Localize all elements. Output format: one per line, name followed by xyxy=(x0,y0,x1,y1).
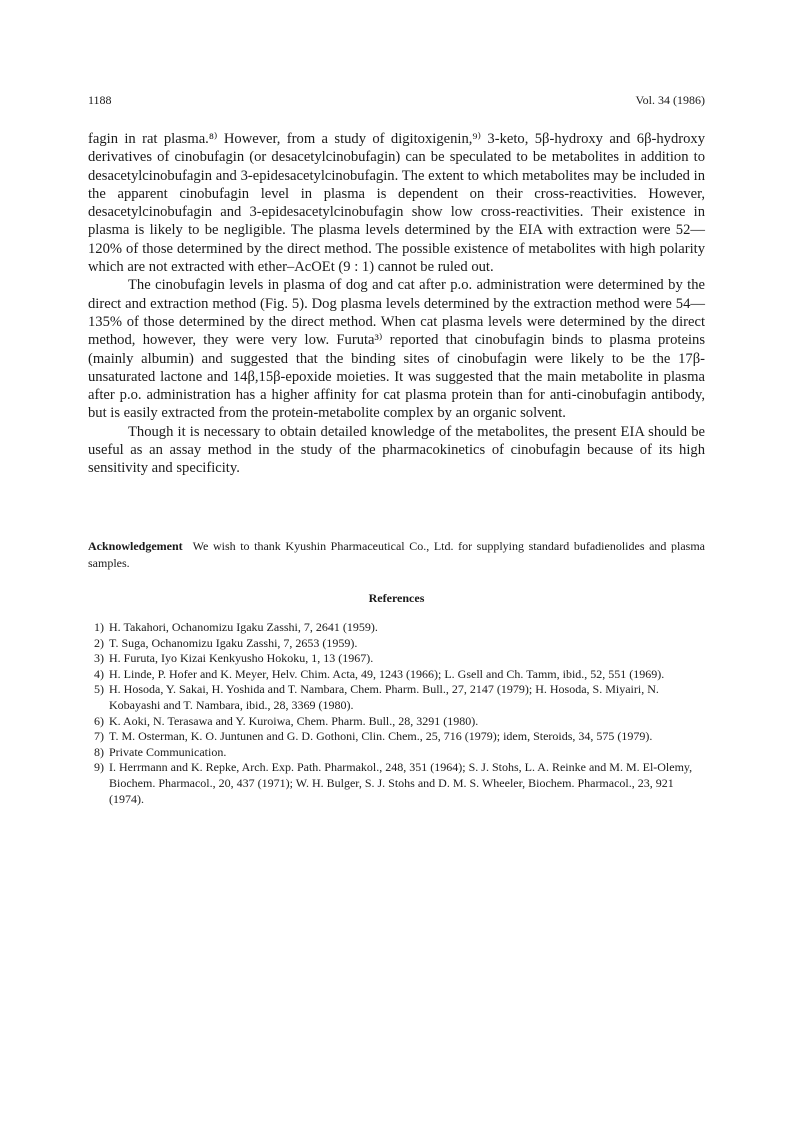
reference-item xyxy=(88,667,705,683)
reference-text: H. Furuta, Iyo Kizai Kenkyusho Hokoku, 1, 13 (1967). xyxy=(109,651,374,666)
reference-item xyxy=(88,745,705,761)
reference-item xyxy=(88,620,705,636)
reference-number: 2) xyxy=(94,635,104,650)
volume-label: Vol. 34 (1986) xyxy=(635,93,705,107)
reference-text: I. Herrmann and K. Repke, Arch. Exp. Path. Pharmakol., 248, 351 (1964); S. J. Stohs, L. A. Reinke and M. M. El-Olemy, Biochem. Pharmacol., 20, 437 (1971); W. H. Bulger, S. J. Stohs and D. M. S. Wheeler, Biochem. Pharmacol., 23, 921 (1974). xyxy=(109,760,693,806)
reference-item xyxy=(88,714,705,730)
reference-number: 8) xyxy=(94,744,104,759)
paragraph: Though it is necessary to obtain detailed knowledge of the metabolites, the present EIA should be useful as an assay method in the study of the pharmacokinetics of cinobufagin because of its high sensitivity and specificity. xyxy=(88,423,705,477)
paragraph: The cinobufagin levels in plasma of dog and cat after p.o. administration were determined by the direct and extraction method (Fig. 5). Dog plasma levels determined by the extraction method were 54—135% of those determined by the direct method. When cat plasma levels were determined by the direct method, however, they were very low. Furuta³⁾ reported that cinobufagin binds to plasma proteins (mainly albumin) and suggested that the binding sites of cinobufagin were likely to be the 17β-unsaturated lactone and 14β,15β-epoxide moieties. It was suggested that the main metabolite in plasma after p.o. administration has a higher affinity for cat plasma protein than for anti-cinobufagin antibody, but is easily extracted from the protein-metabolite complex by an organic solvent. xyxy=(88,277,705,422)
references-title: References xyxy=(368,591,425,605)
reference-number: 4) xyxy=(94,666,104,681)
reference-number: 7) xyxy=(94,729,104,744)
reference-text: H. Hosoda, Y. Sakai, H. Yoshida and T. Nambara, Chem. Pharm. Bull., 27, 2147 (1979); H. Hosoda, S. Miyairi, N. Kobayashi and T. Nambara, ibid., 28, 3369 (1980). xyxy=(109,682,659,712)
reference-list xyxy=(88,620,705,807)
reference-text: H. Linde, P. Hofer and K. Meyer, Helv. Chim. Acta, 49, 1243 (1966); L. Gsell and Ch. Tamm, ibid., 52, 551 (1969). xyxy=(109,666,665,681)
body-text xyxy=(88,130,705,478)
reference-text: T. Suga, Ochanomizu Igaku Zasshi, 7, 2653 (1959). xyxy=(109,635,358,650)
reference-item xyxy=(88,682,705,713)
reference-number: 1) xyxy=(94,620,104,634)
paragraph: fagin in rat plasma.⁸⁾ However, from a study of digitoxigenin,⁹⁾ 3-keto, 5β-hydroxy and 6β-hydroxy derivatives of cinobufagin (or desacetylcinobufagin) can be speculated to be metabolites in addition to desacetylcinobufagin and 3-epidesacetylcinobufagin. The extent to which metabolites may be included in the apparent cinobufagin level in plasma is dependent on their cross-reactivities. However, desacetylcinobufagin and 3-epidesacetylcinobufagin show low cross-reactivities. Their existence in plasma is likely to be negligible. The plasma levels determined by the EIA with extraction were 52—120% of those determined by the direct method. The possible existence of metabolites with high polarity which are not extracted with ether–AcOEt (9 : 1) cannot be ruled out. xyxy=(88,131,705,276)
reference-number: 6) xyxy=(94,713,104,728)
acknowledgement xyxy=(88,538,705,571)
reference-item xyxy=(88,651,705,667)
acknowledgement-label: Acknowledgement xyxy=(88,539,183,553)
reference-number: 3) xyxy=(94,651,104,666)
reference-text: Private Communication. xyxy=(109,744,227,759)
reference-item xyxy=(88,636,705,652)
reference-number: 9) xyxy=(94,760,104,775)
page-number: 1188 xyxy=(88,93,112,107)
reference-text: H. Takahori, Ochanomizu Igaku Zasshi, 7, 2641 (1959). xyxy=(109,620,378,634)
reference-item xyxy=(88,760,705,807)
reference-text: T. M. Osterman, K. O. Juntunen and G. D. Gothoni, Clin. Chem., 25, 716 (1979); idem, Steroids, 34, 575 (1979). xyxy=(109,729,653,744)
reference-item xyxy=(88,729,705,745)
reference-text: K. Aoki, N. Terasawa and Y. Kuroiwa, Chem. Pharm. Bull., 28, 3291 (1980). xyxy=(109,713,479,728)
reference-number: 5) xyxy=(94,682,104,697)
acknowledgement-text: We wish to thank Kyushin Pharmaceutical Co., Ltd. for supplying standard bufadienolides and plasma samples. xyxy=(88,539,705,570)
